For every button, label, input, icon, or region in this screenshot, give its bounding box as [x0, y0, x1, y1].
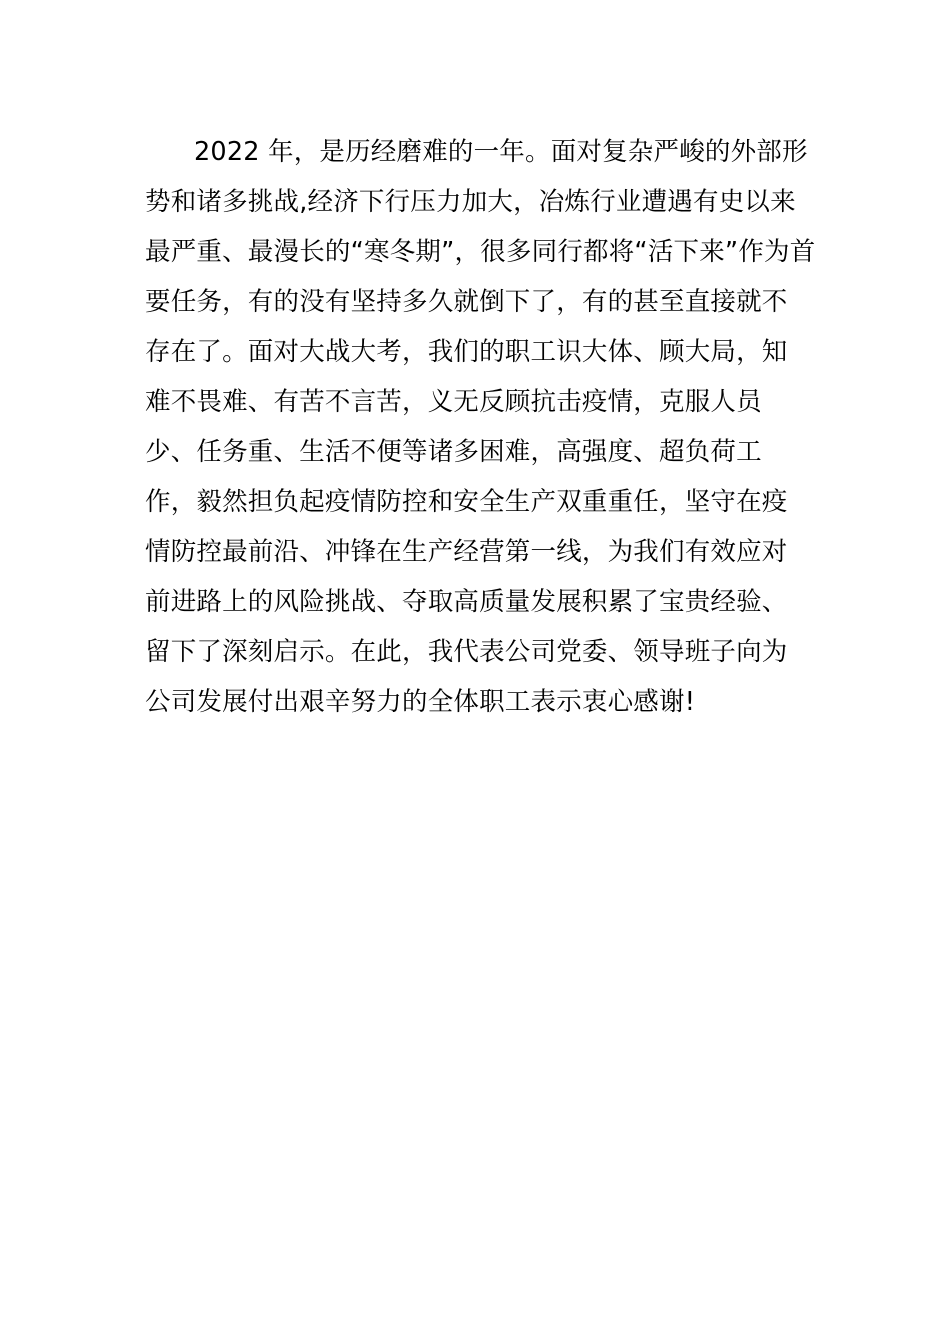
paragraph-line-6: 难不畏难、有苦不言苦，义无反顾抗击疫情，克服人员 [145, 387, 762, 417]
paragraph-line-4: 要任务，有的没有坚持多久就倒下了，有的甚至直接就不 [145, 287, 788, 317]
paragraph-line-11: 留下了深刻启示。在此，我代表公司党委、领导班子向为 [145, 637, 788, 667]
paragraph-line-12: 公司发展付出艰辛努力的全体职工表示衷心感谢! [145, 687, 696, 717]
paragraph-line-2: 势和诸多挑战,经济下行压力加大，冶炼行业遭遇有史以来 [145, 187, 796, 217]
paragraph-line-7: 少、任务重、生活不便等诸多困难，高强度、超负荷工 [145, 437, 762, 467]
paragraph-line-9: 情防控最前沿、冲锋在生产经营第一线，为我们有效应对 [145, 537, 788, 567]
paragraph-line-3: 最严重、最漫长的“寒冬期”，很多同行都将“活下来”作为首 [145, 237, 816, 267]
body-paragraph [145, 127, 816, 727]
paragraph-line-5: 存在了。面对大战大考，我们的职工识大体、顾大局，知 [145, 337, 788, 367]
paragraph-line-1: 2022 年，是历经磨难的一年。面对复杂严峻的外部形 [194, 137, 808, 167]
paragraph-line-8: 作，毅然担负起疫情防控和安全生产双重重任，坚守在疫 [145, 487, 788, 517]
paragraph-line-10: 前进路上的风险挑战、夺取高质量发展积累了宝贵经验、 [145, 587, 788, 617]
